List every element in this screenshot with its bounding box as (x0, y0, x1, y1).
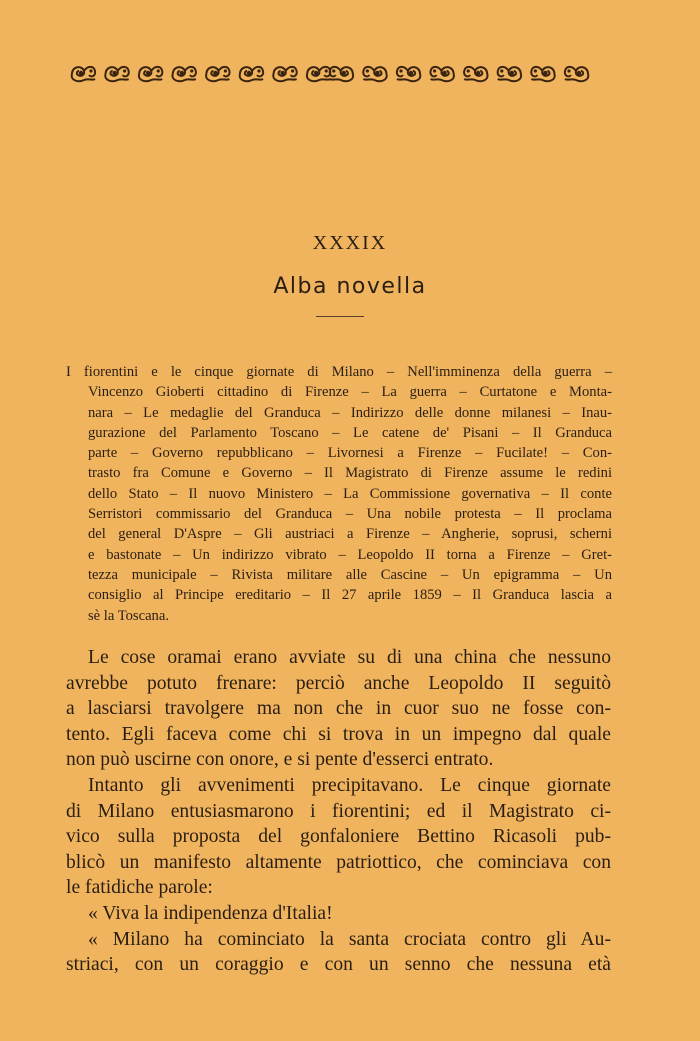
chapter-summary (66, 362, 612, 626)
decorative-border-ornament (70, 62, 608, 86)
summary-line: I fiorentini e le cinque giornate di Milano – Nell'imminenza della guerra – (66, 364, 612, 380)
body-line: striaci, con un coraggio e con un senno che nessuna età (66, 954, 611, 976)
body-line: di Milano entusiasmarono i fiorentini; ed il Magistrato ci- (66, 800, 611, 822)
body-line: blicò un manifesto altamente patriottico, che cominciava con (66, 851, 611, 873)
body-line: vico sulla proposta del gonfaloniere Bettino Ricasoli pub- (66, 826, 611, 848)
summary-line: sè la Toscana. (88, 607, 169, 624)
summary-line: e bastonate – Un indirizzo vibrato – Leopoldo II torna a Firenze – Gret- (88, 546, 612, 563)
body-line: Intanto gli avvenimenti precipitavano. Le cinque giornate (88, 774, 611, 796)
summary-line: nara – Le medaglie del Granduca – Indirizzo delle donne milanesi – Inau- (88, 404, 612, 421)
body-line: le fatidiche parole: (66, 877, 213, 899)
summary-line: dello Stato – Il nuovo Ministero – La Commissione governativa – Il conte (88, 485, 612, 502)
summary-line: consiglio al Principe ereditario – Il 27 aprile 1859 – Il Granduca lascia a (88, 587, 612, 604)
summary-line: trasto fra Comune e Governo – Il Magistrato di Firenze assume le redini (88, 465, 612, 482)
summary-line: tezza municipale – Rivista militare alle Cascine – Un epigramma – Un (88, 566, 612, 583)
body-line: non può uscirne con onore, e si pente d'esserci entrato. (66, 749, 494, 771)
chapter-number: XXXIX (312, 232, 388, 254)
title-divider (316, 316, 364, 317)
summary-line: Vincenzo Gioberti cittadino di Firenze – La guerra – Curtatone e Monta- (88, 384, 612, 401)
body-text (66, 645, 611, 978)
body-line: avrebbe potuto frenare: perciò anche Leopoldo II seguitò (66, 672, 611, 694)
summary-line: Serristori commissario del Granduca – Una nobile protesta – Il proclama (88, 506, 612, 523)
chapter-title: Alba novella (273, 274, 427, 299)
body-line: a lasciarsi travolgere ma non che in cuor suo ne fosse con- (66, 698, 611, 720)
body-line: « Viva la indipendenza d'Italia! (88, 902, 333, 924)
body-line: tento. Egli faceva come chi si trova in un impegno dal quale (66, 723, 611, 745)
summary-line: parte – Governo repubblicano – Livornesi a Firenze – Fucilate! – Con- (88, 445, 612, 462)
summary-line: gurazione del Parlamento Toscano – Le catene de' Pisani – Il Granduca (88, 424, 612, 441)
summary-line: del general D'Aspre – Gli austriaci a Firenze – Angherie, soprusi, scherni (88, 526, 612, 543)
body-line: Le cose oramai erano avviate su di una china che nessuno (88, 647, 611, 668)
body-line: « Milano ha cominciato la santa crociata contro gli Au- (88, 928, 611, 950)
